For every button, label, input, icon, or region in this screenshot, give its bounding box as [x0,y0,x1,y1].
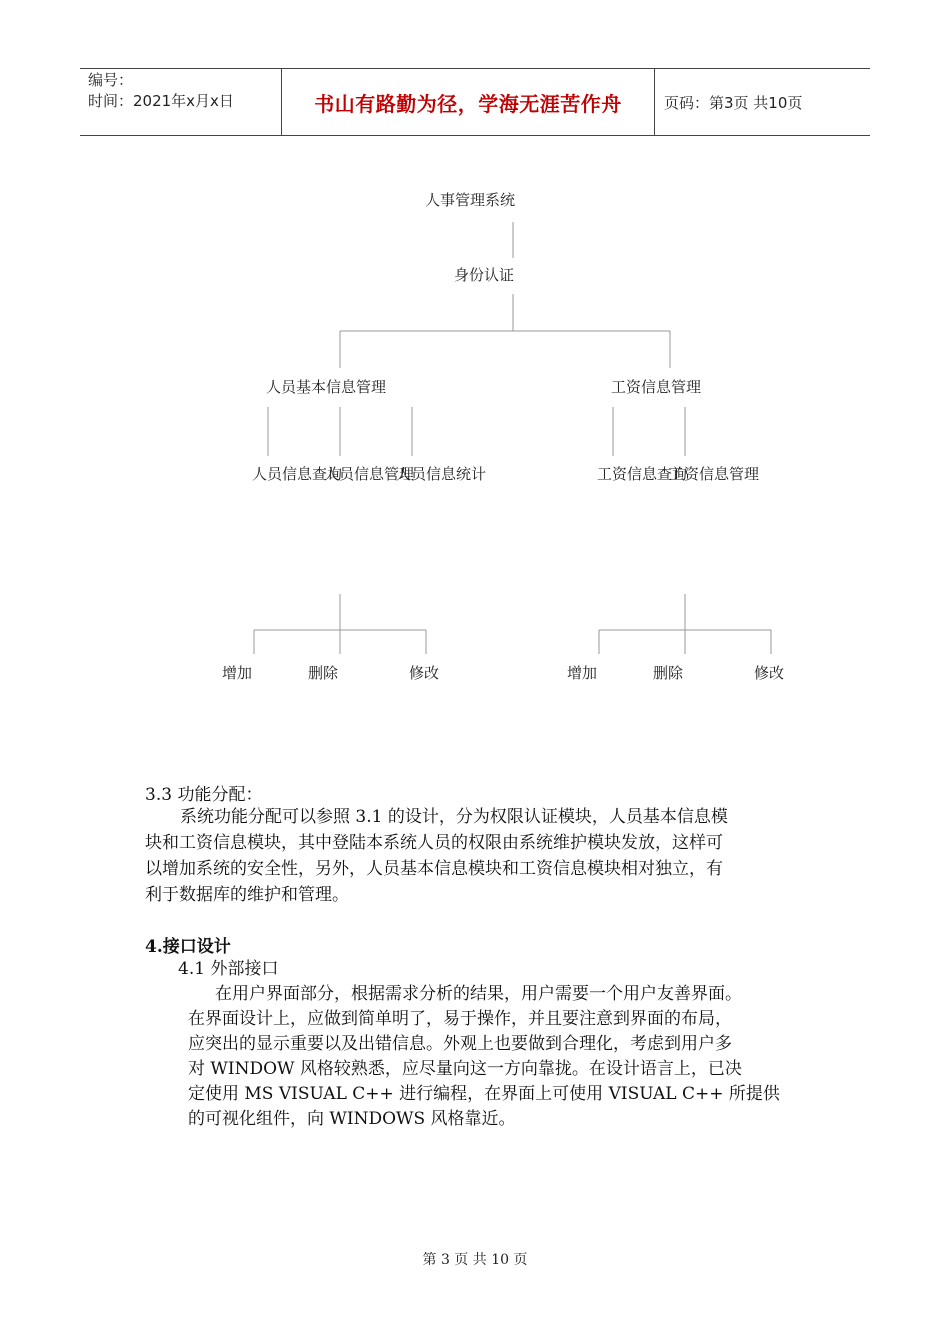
node-salary: 工资信息管理 [611,378,702,396]
header-motto: 书山有路勤为径，学海无涯苦作舟 [314,92,622,116]
section-3-3-line-1: 系统功能分配可以参照 3.1 的设计，分为权限认证模块，人员基本信息模 [180,807,728,827]
section-4-title: 4.接口设计 [145,937,231,957]
section-4-1-heading: 4.1 外部接口 [178,959,279,979]
section-4-line-3: 应突出的显示重要以及出错信息。外观上也要做到合理化，考虑到用户多 [188,1034,732,1054]
node-personnel-query: 人员信息查询 [252,465,343,483]
section-3-3-line-2: 块和工资信息模块，其中登陆本系统人员的权限由系统维护模块发放，这样可 [145,833,723,853]
node-personnel-stats: 人员信息统计 [396,465,487,483]
section-3-3-heading: 3.3 功能分配： [145,785,263,805]
node-personnel-manage: 人员信息管理 [324,465,415,483]
section-3-3-line-4: 利于数据库的维护和管理。 [145,885,349,905]
node-op-add-right: 增加 [567,664,598,682]
section-4-line-5: 定使用 MS VISUAL C++ 进行编程，在界面上可使用 VISUAL C++ 所提供 [188,1084,780,1104]
node-op-delete-left: 删除 [308,664,339,682]
node-op-edit-left: 修改 [409,664,440,682]
node-salary-manage: 工资信息管理 [669,465,760,483]
node-root: 人事管理系统 [425,191,516,209]
node-personnel: 人员基本信息管理 [266,378,387,396]
section-4-line-6: 的可视化组件，向 WINDOWS 风格靠近。 [188,1109,516,1129]
section-4-line-1: 在用户界面部分，根据需求分析的结果，用户需要一个用户友善界面。 [215,984,742,1004]
header-time: 时间：2021年x月x日 [88,92,234,110]
node-op-add-left: 增加 [222,664,253,682]
page-footer: 第 3 页 共 10 页 [422,1252,528,1268]
section-4-line-4: 对 WINDOW 风格较熟悉，应尽量向这一方向靠拢。在设计语言上，已决 [188,1059,742,1079]
node-op-delete-right: 删除 [653,664,684,682]
node-auth: 身份认证 [454,266,515,284]
header-page-info: 页码：第3页 共10页 [664,94,803,112]
header-number: 编号： [88,71,134,89]
section-3-3-line-3: 以增加系统的安全性，另外，人员基本信息模块和工资信息模块相对独立，有 [145,859,723,879]
section-4-line-2: 在界面设计上，应做到简单明了，易于操作，并且要注意到界面的布局， [188,1009,732,1029]
node-salary-query: 工资信息查询 [597,465,688,483]
node-op-edit-right: 修改 [754,664,785,682]
